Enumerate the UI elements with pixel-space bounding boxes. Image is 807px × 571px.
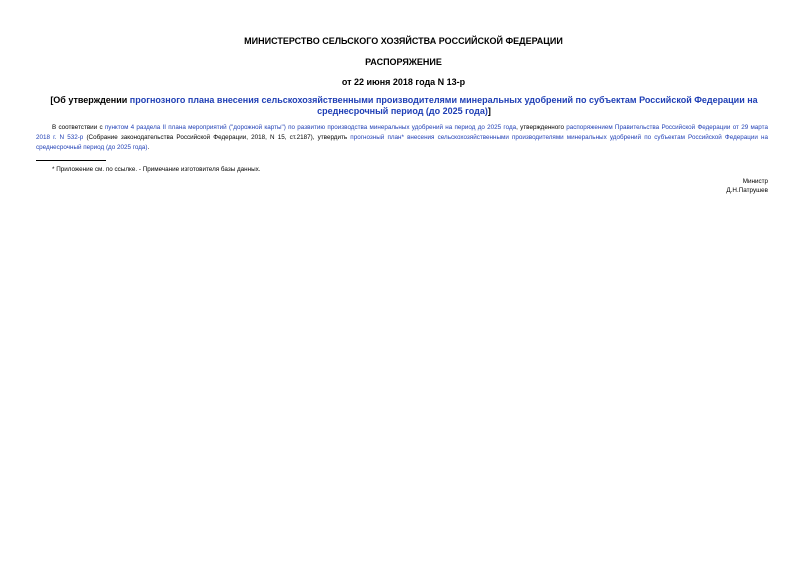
title-plan-link[interactable]: прогнозного плана внесения сельскохозяйственными производителями минеральных удобрений по субъектам Российской Федерации на среднесрочный период (до 2025 года) [129,95,758,116]
title-suffix: ] [487,106,491,116]
document-type: РАСПОРЯЖЕНИЕ [365,57,442,67]
footnote-divider [36,160,106,161]
title-prefix: [Об утверждении [50,95,130,105]
body-paragraph [36,123,768,153]
forecast-plan-link[interactable]: прогнозный план* внесения сельскохозяйственными производителями минеральных удобрений по субъектам Российской Федерации на среднесрочный период (до 2025 года) [36,134,769,151]
roadmap-section-link[interactable]: пунктом 4 раздела II плана мероприятий ("дорожной карты") по развитию производства минеральных удобрений на период до 2025 года [104,124,517,131]
body-text-3: (Собрание законодательства Российской Федерации, 2018, N 15, ст.2187), утвердить [83,134,351,141]
body-text-1: В соответствии с [52,124,105,131]
signatory-position: Министр [742,178,768,185]
government-order-link[interactable]: распоряжением Правительства Российской Федерации от 29 марта 2018 г. N 532-р [36,124,768,141]
document-title [48,95,760,117]
issuing-authority: МИНИСТЕРСТВО СЕЛЬСКОГО ХОЗЯЙСТВА РОССИЙСКОЙ ФЕДЕРАЦИИ [244,36,563,46]
body-text-4: . [147,144,150,151]
footnote: * Приложение см. по ссылке. - Примечание изготовителя базы данных. [52,166,261,173]
signatory-name: Д.Н.Патрушев [726,187,768,194]
body-text-2: , утвержденного [516,124,567,131]
document-date-number: от 22 июня 2018 года N 13-р [341,77,466,87]
